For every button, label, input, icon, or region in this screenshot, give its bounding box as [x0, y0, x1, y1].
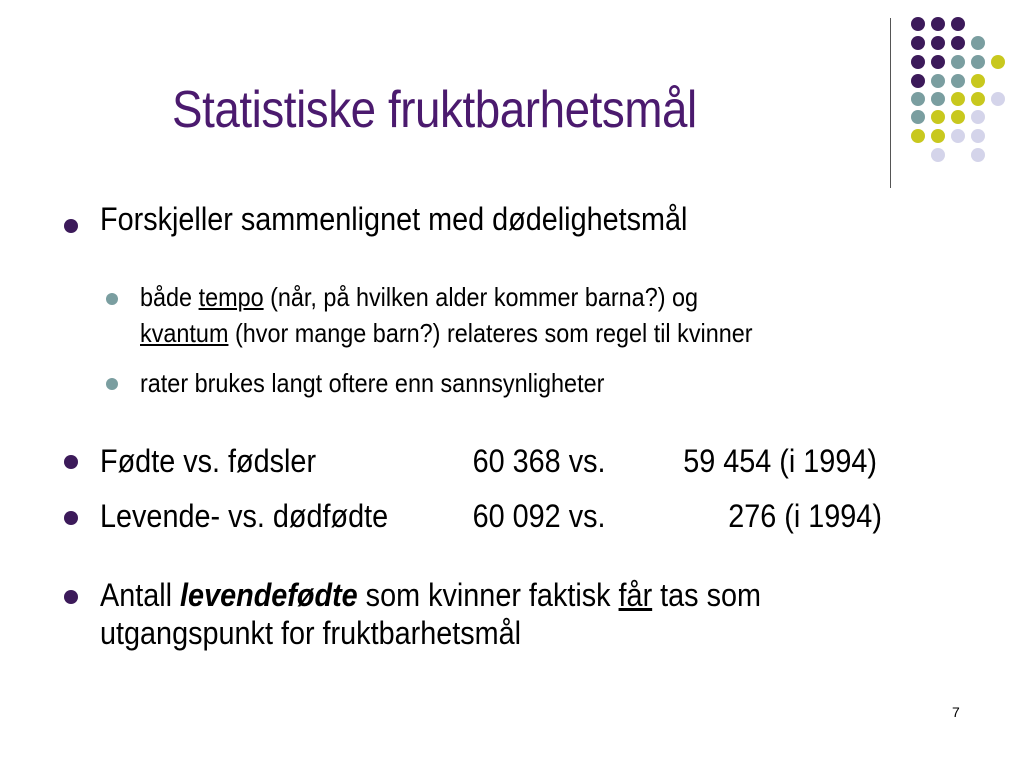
decorative-dot [911, 92, 925, 106]
decorative-dot [951, 129, 965, 143]
slide-title: Statistiske fruktbarhetsmål [172, 81, 697, 139]
bullet-fodte [100, 442, 910, 480]
decorative-dot [911, 129, 925, 143]
decorative-dot [951, 92, 965, 106]
text-fragment: Antall [100, 577, 181, 613]
decorative-dot [971, 55, 985, 69]
text-fragment: (hvor mange barn?) relateres som regel til kvinner [228, 318, 753, 348]
emphasis-levendefodte: levendefødte [180, 577, 358, 613]
decorative-dot [951, 55, 965, 69]
bullet-icon [64, 455, 78, 469]
row-value2: 276 (i 1994) [728, 498, 882, 534]
sub-bullet-icon [106, 378, 118, 390]
bullet-levende [100, 497, 910, 535]
decorative-dot [971, 129, 985, 143]
row-value1: 60 092 vs. [472, 498, 606, 534]
bullet-antall [100, 576, 761, 652]
underlined-tempo: tempo [198, 282, 264, 312]
decorative-dot [971, 36, 985, 50]
decorative-dot [931, 110, 945, 124]
row-value1: 60 368 vs. [472, 443, 606, 479]
decorative-dot [931, 148, 945, 162]
decorative-dot [971, 148, 985, 162]
row-label: Levende- vs. dødfødte [100, 498, 389, 534]
divider-line [890, 18, 891, 188]
decorative-dot [971, 92, 985, 106]
decorative-dot [991, 55, 1005, 69]
sub-bullet-tempo-kvantum [140, 279, 753, 351]
decorative-dot [931, 17, 945, 31]
decorative-dot [911, 74, 925, 88]
text-fragment: som kvinner faktisk [357, 577, 619, 613]
decorative-dot [911, 55, 925, 69]
text-fragment: utgangspunkt for fruktbarhetsmål [100, 615, 522, 651]
decorative-dot [951, 74, 965, 88]
decorative-dot [971, 74, 985, 88]
row-value2: 59 454 (i 1994) [683, 443, 877, 479]
decorative-dot [911, 110, 925, 124]
decorative-dot [951, 17, 965, 31]
sub-bullet-rater: rater brukes langt oftere enn sannsynligheter [140, 368, 605, 398]
bullet-icon [64, 590, 78, 604]
text-fragment: både [140, 282, 199, 312]
bullet-icon [64, 219, 78, 233]
text-fragment: tas som [652, 577, 761, 613]
decorative-dot [911, 36, 925, 50]
underlined-far: får [618, 577, 653, 613]
text-fragment: (når, på hvilken alder kommer barna?) og [263, 282, 699, 312]
decorative-dot [951, 36, 965, 50]
decorative-dot [951, 110, 965, 124]
decorative-dot [931, 55, 945, 69]
decorative-dot [931, 36, 945, 50]
underlined-kvantum: kvantum [140, 318, 229, 348]
bullet-icon [64, 511, 78, 525]
bullet-forskjeller: Forskjeller sammenlignet med dødelighetsmål [100, 201, 688, 237]
sub-bullet-icon [106, 293, 118, 305]
decorative-dot [931, 92, 945, 106]
decorative-dot [931, 74, 945, 88]
decorative-dot [991, 92, 1005, 106]
decorative-dot [911, 17, 925, 31]
decorative-dot [931, 129, 945, 143]
page-number: 7 [952, 704, 960, 720]
row-label: Fødte vs. fødsler [100, 443, 317, 479]
decorative-dot [971, 110, 985, 124]
